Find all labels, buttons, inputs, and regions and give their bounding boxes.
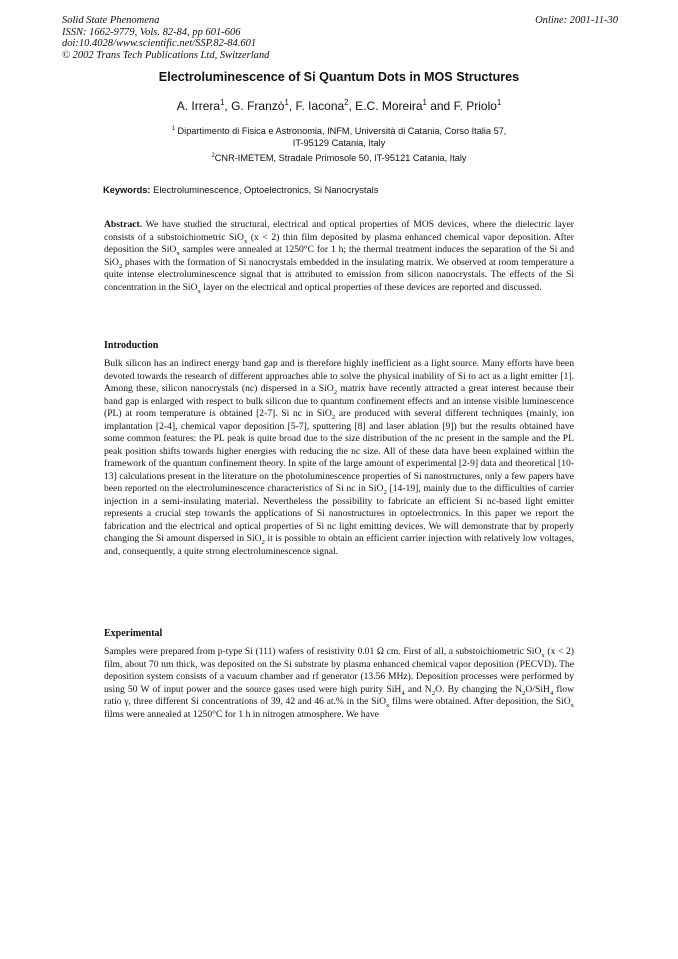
subscript: x	[541, 651, 545, 659]
keywords	[103, 185, 378, 195]
subscript: 4	[401, 689, 405, 697]
author-name: , E.C. Moreira	[348, 99, 423, 113]
subscript: 2	[261, 538, 265, 546]
keywords-label: Keywords:	[103, 185, 151, 195]
affil-text: Dipartimento di Fisica e Astronomia, INFM, Università di Catania, Corso Italia 57,	[174, 126, 507, 136]
abstract-text: layer on the electrical and optical properties of these devices are reported and discussed.	[200, 281, 542, 293]
journal-header	[62, 15, 269, 61]
subscript: 2	[431, 689, 436, 697]
subscript: 2	[522, 689, 526, 697]
author-affil-mark: 1	[284, 98, 289, 107]
affil-text: CNR-IMETEM, Stradale Primosole 50, IT-95121 Catania, Italy	[214, 153, 467, 163]
exp-text: O. By changing the N	[435, 683, 523, 695]
subscript: 4	[549, 689, 554, 697]
subscript: 2	[118, 262, 123, 270]
intro-text: it is possible to obtain an efficient carrier injection with relatively low voltages, and, consequently, a quite strong electroluminescence signal.	[104, 533, 574, 557]
journal-name: Solid State Phenomena	[62, 15, 160, 26]
abstract-text: (x < 2) thin film deposited by plasma enhanced chemical vapor deposition. After deposition the SiO	[104, 231, 574, 255]
exp-text: films were obtained. After deposition, the SiO	[389, 696, 571, 707]
abstract-paragraph	[104, 219, 574, 294]
subscript: x	[570, 701, 574, 709]
affil-text: IT-95129 Catania, Italy	[292, 137, 386, 148]
subscript: 2	[383, 488, 387, 496]
exp-text: O/SiH	[525, 683, 550, 695]
subscript: x	[176, 249, 180, 257]
author-affil-mark: 2	[344, 98, 349, 107]
author-list	[0, 99, 678, 113]
subscript: x	[197, 287, 201, 295]
subscript: x	[386, 701, 390, 709]
exp-text: (x < 2) film, about 70 nm thick, was deposited on the Si substrate by plasma enhanced chemical vapor deposition (PECVD). The deposition system consists of a vacuum chamber and rf generator (13.56 MHz). Deposition processes were performed by using 50 W of input power and the source gases used were high purity SiH	[104, 646, 575, 695]
exp-text: films were annealed at 1250°C for 1 h in nitrogen atmosphere. We have	[104, 708, 379, 720]
copyright-line: © 2002 Trans Tech Publications Ltd, Switzerland	[62, 49, 270, 61]
subscript: 2	[331, 413, 336, 421]
affiliation-2	[0, 153, 678, 165]
intro-text: Bulk silicon has an indirect energy band gap and is therefore highly inefficient as a light source. Many efforts have been devoted towards the research of different approaches able to solve the physical inability of Si to act as a light emitter [1]. Among these, silicon nanocrystals (nc) dispersed in a SiO	[104, 358, 574, 394]
affil-mark: 1	[171, 125, 175, 132]
experimental-heading: Experimental	[104, 628, 163, 639]
affiliation-1	[0, 126, 678, 149]
intro-text: [14-19], mainly due to the difficulties of carrier injection in a semi-insulating material. Nevertheless the possibility to fabricate an efficient Si nc-based light emitter represents a crucial step towards the applications of Si nanostructures in optoelectronics. In this paper we report the fabrication and the electrical and optical properties of Si nc light emitting devices. We will demonstrate that by properly changing the Si amount dispersed in SiO	[104, 483, 574, 544]
introduction-heading: Introduction	[104, 340, 159, 351]
author-affil-mark: 1	[422, 98, 427, 107]
author-name: , G. Franzò	[224, 99, 285, 113]
subscript: 2	[333, 388, 338, 396]
introduction-paragraph	[104, 358, 574, 558]
subscript: x	[243, 237, 248, 245]
abstract-text: We have studied the structural, electrical and optical properties of MOS devices, where the dielectric layer consists of a substoichiometric SiO	[104, 219, 574, 243]
keywords-text: Electroluminescence, Optoelectronics, Si Nanocrystals	[150, 185, 379, 195]
affil-mark: 2	[211, 152, 215, 159]
author-name: and F. Priolo	[426, 99, 497, 113]
author-affil-mark: 1	[220, 98, 225, 107]
abstract-text: phases with the formation of Si nanocrystals embedded in the insulating matrix. We observed at room temperature a quite intense electroluminescence signal that is attributed to emission from silicon nanocrystals. The effects of the Si concentration in the SiO	[104, 256, 574, 293]
intro-text: are produced with several different techniques (mainly, ion implantation [2-4], chemical vapor deposition [5-7], sputtering [8] and laser ablation [9]) but the results obtained have some common features: the PL peak is quite broad due to the size distribution of the nc present in the sample and the PL peak position shifts towards higher energies with reducing the nc size. All of these data have been explained within the framework of the quantum confinement theory. In spite of the large amount of experimental [2-9] data and theoretical [10-13] calculations present in the literature on the photoluminescence properties of Si nanostructures, only a few papers have been reported on the electroluminescence characteristics of Si nc in SiO	[104, 408, 574, 494]
exp-text: Samples were prepared from p-type Si (111) wafers of resistivity 0.01 Ω cm. First of all, a substoichiometric SiO	[104, 646, 542, 657]
author-name: A. Irrera	[176, 99, 221, 113]
abstract-text: samples were annealed at 1250°C for 1 h; the thermal treatment induces the separation of the Si and SiO	[104, 244, 574, 268]
experimental-paragraph	[104, 646, 574, 721]
abstract-label: Abstract.	[104, 219, 143, 230]
online-date: Online: 2001-11-30	[535, 15, 618, 26]
paper-title: Electroluminescence of Si Quantum Dots in MOS Structures	[158, 70, 520, 84]
issn-line: ISSN: 1662-9779, Vols. 82-84, pp 601-606	[62, 26, 241, 38]
exp-text: flow ratio γ, three different Si concentrations of 39, 42 and 46 at.% in the SiO	[104, 683, 575, 707]
intro-text: matrix have recently attracted a great interest because their band gap is enlarged with respect to bulk silicon due to quantum confinement effects and an intense visible luminescence (PL) at room temperature is obtained [2-7]. Si nc in SiO	[104, 383, 575, 419]
author-affil-mark: 1	[496, 98, 502, 107]
exp-text: and N	[404, 683, 432, 695]
doi-line: doi:10.4028/www.scientific.net/SSP.82-84.601	[62, 38, 257, 50]
author-name: , F. Iacona	[288, 99, 345, 113]
